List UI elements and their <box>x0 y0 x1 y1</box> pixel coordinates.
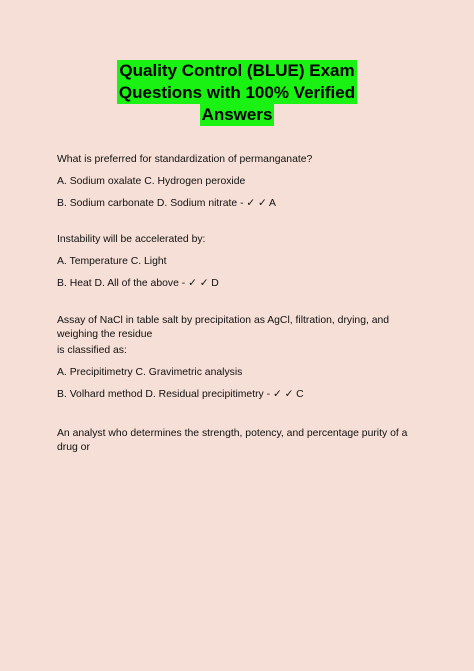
title-line-2: Questions with 100% Verified <box>118 83 356 102</box>
question-1-prompt: What is preferred for standardization of permanganate? <box>57 154 313 165</box>
question-3-options-a-c: A. Precipitimetry C. Gravimetric analysis <box>57 367 243 378</box>
question-2-options-b-d-answer: B. Heat D. All of the above - ✓ ✓ D <box>57 278 219 289</box>
question-3-prompt-line-1: Assay of NaCl in table salt by precipitation as AgCl, filtration, drying, and weighing the residue <box>57 315 390 340</box>
question-2 <box>57 233 427 291</box>
question-1-options-a-c: A. Sodium oxalate C. Hydrogen peroxide <box>57 176 246 187</box>
question-4 <box>57 427 427 455</box>
question-2-options-a-c: A. Temperature C. Light <box>57 256 167 267</box>
question-3-prompt-line-2: is classified as: <box>57 345 127 356</box>
spacer <box>57 299 427 314</box>
title-line-1: Quality Control (BLUE) Exam <box>119 61 355 80</box>
document-title <box>0 60 474 126</box>
spacer <box>57 410 427 427</box>
question-4-prompt: An analyst who determines the strength, potency, and percentage purity of a drug or <box>57 428 408 453</box>
question-3-options-b-d-answer: B. Volhard method D. Residual precipitimetry - ✓ ✓ C <box>57 389 304 400</box>
document-content <box>57 153 427 463</box>
question-1 <box>57 153 427 211</box>
spacer <box>57 219 427 233</box>
title-line-3: Answers <box>201 105 273 124</box>
question-2-prompt: Instability will be accelerated by: <box>57 234 206 245</box>
question-3 <box>57 314 427 402</box>
question-1-options-b-d-answer: B. Sodium carbonate D. Sodium nitrate - ✓ ✓ A <box>57 198 276 209</box>
